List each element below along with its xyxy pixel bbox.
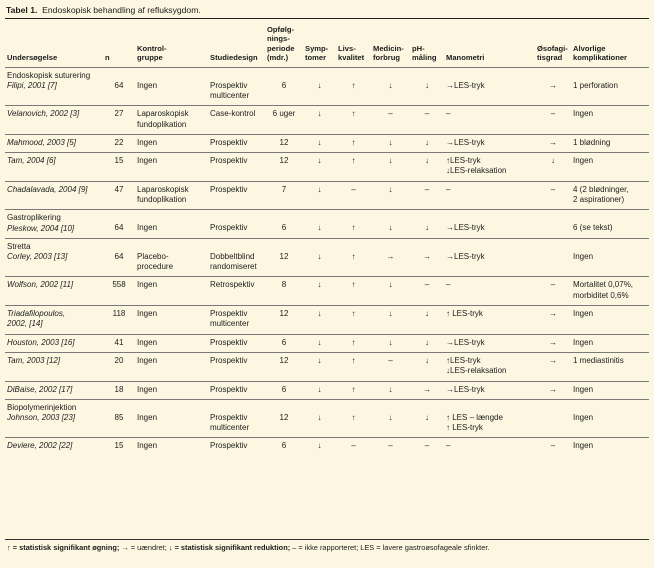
- cell-oesofagitisgrad: →: [535, 334, 571, 352]
- cell-manometri: –: [444, 438, 535, 456]
- cell-manometri: ↑LES-tryk ↓LES-relaksation: [444, 153, 535, 182]
- cell-n: 85: [103, 399, 135, 438]
- cell-manometri: →LES-tryk: [444, 134, 535, 152]
- cell-studiedesign: Prospektiv: [208, 438, 265, 456]
- cell-n: 15: [103, 438, 135, 456]
- header-kontrolgruppe: Kontrol- gruppe: [137, 43, 167, 63]
- cell-studiedesign: Dobbeltblind randomiseret: [208, 238, 265, 277]
- cell-livskvalitet: ↑: [336, 399, 371, 438]
- cell-opfoelgning: 6: [265, 210, 303, 239]
- cell-undersoegelse: [5, 381, 103, 399]
- header-n: n: [105, 53, 110, 63]
- cell-studiedesign: Prospektiv multicenter: [208, 67, 265, 106]
- study-reference: Corley, 2003 [13]: [7, 252, 68, 262]
- cell-studiedesign: Prospektiv: [208, 153, 265, 182]
- cell-medicinforbrug: ↓: [371, 334, 410, 352]
- table-row: [5, 352, 649, 381]
- study-reference: Tam, 2004 [6]: [7, 156, 56, 166]
- table-row: [5, 306, 649, 335]
- cell-oesofagitisgrad: [535, 210, 571, 239]
- cell-ph-maaling: –: [410, 181, 444, 210]
- cell-oesofagitisgrad: [535, 399, 571, 438]
- study-reference: Triadafilopoulos, 2002, [14]: [7, 309, 66, 329]
- cell-livskvalitet: ↑: [336, 277, 371, 306]
- cell-kontrolgruppe: Placebo- procedure: [135, 238, 208, 277]
- header-komplikationer: Alvorlige komplikationer: [573, 43, 628, 63]
- cell-komplikationer: 1 blødning: [571, 134, 649, 152]
- cell-oesofagitisgrad: [535, 238, 571, 277]
- results-table: [5, 25, 649, 456]
- cell-opfoelgning: 6: [265, 334, 303, 352]
- study-reference: Mahmood, 2003 [5]: [7, 137, 76, 147]
- cell-opfoelgning: 6 uger: [265, 106, 303, 135]
- cell-n: 41: [103, 334, 135, 352]
- cell-kontrolgruppe: Ingen: [135, 67, 208, 106]
- cell-komplikationer: Ingen: [571, 306, 649, 335]
- cell-undersoegelse: [5, 67, 103, 106]
- cell-kontrolgruppe: Ingen: [135, 381, 208, 399]
- cell-medicinforbrug: ↓: [371, 153, 410, 182]
- cell-kontrolgruppe: Ingen: [135, 399, 208, 438]
- cell-symptomer: ↓: [303, 67, 336, 106]
- study-reference: Johnson, 2003 [23]: [7, 413, 76, 423]
- cell-opfoelgning: 12: [265, 134, 303, 152]
- cell-manometri: –: [444, 106, 535, 135]
- table-row: [5, 381, 649, 399]
- cell-kontrolgruppe: Ingen: [135, 438, 208, 456]
- table-row: [5, 153, 649, 182]
- header-medicinforbrug: Medicin- forbrug: [373, 43, 404, 63]
- cell-manometri: ↑LES-tryk ↓LES-relaksation: [444, 352, 535, 381]
- cell-livskvalitet: ↑: [336, 210, 371, 239]
- cell-livskvalitet: –: [336, 181, 371, 210]
- cell-opfoelgning: 12: [265, 399, 303, 438]
- cell-manometri: →LES-tryk: [444, 67, 535, 106]
- cell-medicinforbrug: ↓: [371, 210, 410, 239]
- legend: [7, 543, 489, 552]
- cell-manometri: ↑ LES-tryk: [444, 306, 535, 335]
- cell-medicinforbrug: ↓: [371, 134, 410, 152]
- cell-oesofagitisgrad: →: [535, 67, 571, 106]
- table-row: [5, 334, 649, 352]
- table-row: [5, 181, 649, 210]
- cell-ph-maaling: –: [410, 106, 444, 135]
- table-row: [5, 238, 649, 277]
- cell-undersoegelse: [5, 352, 103, 381]
- study-reference: Wolfson, 2002 [11]: [7, 280, 74, 290]
- cell-symptomer: ↓: [303, 399, 336, 438]
- cell-opfoelgning: 12: [265, 238, 303, 277]
- study-reference: Tam, 2003 [12]: [7, 355, 61, 365]
- study-reference: Chadalavada, 2004 [9]: [7, 184, 88, 194]
- cell-ph-maaling: –: [410, 438, 444, 456]
- cell-n: 47: [103, 181, 135, 210]
- cell-livskvalitet: –: [336, 438, 371, 456]
- cell-komplikationer: Ingen: [571, 153, 649, 182]
- cell-komplikationer: Ingen: [571, 438, 649, 456]
- cell-symptomer: ↓: [303, 153, 336, 182]
- cell-n: 558: [103, 277, 135, 306]
- group-label: Endoskopisk suturering: [7, 70, 91, 80]
- cell-livskvalitet: ↑: [336, 153, 371, 182]
- cell-undersoegelse: [5, 153, 103, 182]
- legend-increase: ↑ = statistisk signifikant øgning;: [7, 543, 120, 552]
- cell-undersoegelse: [5, 306, 103, 335]
- cell-kontrolgruppe: Laparoskopisk fundoplikation: [135, 181, 208, 210]
- cell-undersoegelse: [5, 438, 103, 456]
- cell-kontrolgruppe: Ingen: [135, 306, 208, 335]
- cell-opfoelgning: 7: [265, 181, 303, 210]
- cell-symptomer: ↓: [303, 381, 336, 399]
- cell-n: 15: [103, 153, 135, 182]
- cell-n: 64: [103, 238, 135, 277]
- table-title: [6, 5, 201, 15]
- cell-livskvalitet: ↑: [336, 334, 371, 352]
- cell-symptomer: ↓: [303, 352, 336, 381]
- cell-oesofagitisgrad: –: [535, 438, 571, 456]
- study-reference: Deviere, 2002 [22]: [7, 441, 73, 451]
- cell-ph-maaling: ↓: [410, 399, 444, 438]
- cell-livskvalitet: ↑: [336, 106, 371, 135]
- cell-kontrolgruppe: Ingen: [135, 352, 208, 381]
- header-opfoelgning: Opfølg- nings- periode (mdr.): [267, 25, 295, 63]
- cell-studiedesign: Prospektiv: [208, 352, 265, 381]
- cell-komplikationer: Ingen: [571, 399, 649, 438]
- top-rule: [5, 18, 649, 19]
- cell-medicinforbrug: ↓: [371, 67, 410, 106]
- cell-manometri: →LES-tryk: [444, 381, 535, 399]
- cell-kontrolgruppe: Ingen: [135, 334, 208, 352]
- cell-opfoelgning: 8: [265, 277, 303, 306]
- header-studiedesign: Studiedesign: [210, 53, 258, 63]
- cell-undersoegelse: [5, 399, 103, 438]
- cell-ph-maaling: ↓: [410, 67, 444, 106]
- cell-undersoegelse: [5, 134, 103, 152]
- cell-komplikationer: 6 (se tekst): [571, 210, 649, 239]
- cell-undersoegelse: [5, 334, 103, 352]
- header-undersoegelse: Undersøgelse: [7, 53, 58, 63]
- cell-kontrolgruppe: Ingen: [135, 134, 208, 152]
- cell-komplikationer: Ingen: [571, 238, 649, 277]
- cell-n: 64: [103, 67, 135, 106]
- cell-komplikationer: Ingen: [571, 381, 649, 399]
- cell-symptomer: ↓: [303, 277, 336, 306]
- cell-studiedesign: Prospektiv: [208, 181, 265, 210]
- cell-n: 27: [103, 106, 135, 135]
- cell-komplikationer: 1 perforation: [571, 67, 649, 106]
- cell-ph-maaling: ↓: [410, 306, 444, 335]
- cell-livskvalitet: ↑: [336, 134, 371, 152]
- cell-livskvalitet: ↑: [336, 238, 371, 277]
- cell-opfoelgning: 6: [265, 67, 303, 106]
- cell-undersoegelse: [5, 210, 103, 239]
- cell-undersoegelse: [5, 277, 103, 306]
- cell-studiedesign: Prospektiv: [208, 381, 265, 399]
- cell-manometri: –: [444, 277, 535, 306]
- cell-kontrolgruppe: Ingen: [135, 153, 208, 182]
- cell-oesofagitisgrad: ↓: [535, 153, 571, 182]
- cell-n: 64: [103, 210, 135, 239]
- cell-oesofagitisgrad: –: [535, 181, 571, 210]
- header-oesofagitisgrad: Øsofagi- tisgrad: [537, 43, 568, 63]
- cell-livskvalitet: ↑: [336, 381, 371, 399]
- cell-symptomer: ↓: [303, 438, 336, 456]
- legend-unchanged: → = uændret;: [119, 543, 167, 552]
- cell-n: 18: [103, 381, 135, 399]
- cell-opfoelgning: 12: [265, 352, 303, 381]
- cell-symptomer: ↓: [303, 106, 336, 135]
- legend-decrease: ↓ = statistisk signifikant reduktion;: [166, 543, 291, 552]
- cell-medicinforbrug: →: [371, 238, 410, 277]
- study-reference: Houston, 2003 [16]: [7, 337, 75, 347]
- cell-studiedesign: Prospektiv: [208, 134, 265, 152]
- header-ph-maaling: pH- måling: [412, 43, 437, 63]
- header-manometri: Manometri: [446, 53, 485, 63]
- cell-oesofagitisgrad: –: [535, 106, 571, 135]
- cell-manometri: –: [444, 181, 535, 210]
- table-row: [5, 438, 649, 456]
- cell-medicinforbrug: ↓: [371, 306, 410, 335]
- cell-studiedesign: Prospektiv multicenter: [208, 399, 265, 438]
- table-number: Tabel 1.: [6, 5, 38, 15]
- cell-ph-maaling: ↓: [410, 334, 444, 352]
- cell-symptomer: ↓: [303, 334, 336, 352]
- study-reference: Filipi, 2001 [7]: [7, 80, 57, 90]
- study-reference: Velanovich, 2002 [3]: [7, 109, 80, 119]
- cell-medicinforbrug: ↓: [371, 399, 410, 438]
- cell-komplikationer: 1 mediastinitis: [571, 352, 649, 381]
- cell-ph-maaling: ↓: [410, 134, 444, 152]
- cell-medicinforbrug: ↓: [371, 277, 410, 306]
- header-row: [5, 25, 649, 67]
- cell-komplikationer: 4 (2 blødninger, 2 aspirationer): [571, 181, 649, 210]
- table-row: [5, 67, 649, 106]
- cell-manometri: →LES-tryk: [444, 334, 535, 352]
- cell-oesofagitisgrad: →: [535, 306, 571, 335]
- study-reference: DiBaise, 2002 [17]: [7, 384, 73, 394]
- cell-ph-maaling: –: [410, 277, 444, 306]
- cell-n: 118: [103, 306, 135, 335]
- cell-symptomer: ↓: [303, 238, 336, 277]
- cell-kontrolgruppe: Ingen: [135, 210, 208, 239]
- cell-medicinforbrug: ↓: [371, 381, 410, 399]
- cell-studiedesign: Case-kontrol: [208, 106, 265, 135]
- cell-livskvalitet: ↑: [336, 352, 371, 381]
- cell-opfoelgning: 6: [265, 381, 303, 399]
- cell-kontrolgruppe: Laparoskopisk fundoplikation: [135, 106, 208, 135]
- table-caption: Endoskopisk behandling af refluksygdom.: [42, 5, 201, 15]
- cell-medicinforbrug: –: [371, 352, 410, 381]
- cell-symptomer: ↓: [303, 181, 336, 210]
- header-symptomer: Symp- tomer: [305, 43, 329, 63]
- cell-studiedesign: Prospektiv: [208, 334, 265, 352]
- cell-livskvalitet: ↑: [336, 306, 371, 335]
- cell-symptomer: ↓: [303, 210, 336, 239]
- cell-symptomer: ↓: [303, 134, 336, 152]
- cell-undersoegelse: [5, 238, 103, 277]
- cell-livskvalitet: ↑: [336, 67, 371, 106]
- group-label: Stretta: [7, 241, 31, 251]
- cell-oesofagitisgrad: →: [535, 381, 571, 399]
- cell-manometri: →LES-tryk: [444, 210, 535, 239]
- table-row: [5, 134, 649, 152]
- cell-oesofagitisgrad: –: [535, 277, 571, 306]
- cell-undersoegelse: [5, 106, 103, 135]
- cell-studiedesign: Retrospektiv: [208, 277, 265, 306]
- cell-n: 22: [103, 134, 135, 152]
- table-row: [5, 210, 649, 239]
- cell-studiedesign: Prospektiv multicenter: [208, 306, 265, 335]
- legend-notreported: – = ikke rapporteret; LES = lavere gastroøsofageale sfinkter.: [290, 543, 490, 552]
- bottom-rule: [5, 539, 649, 540]
- cell-studiedesign: Prospektiv: [208, 210, 265, 239]
- group-label: Biopolymerinjektion: [7, 402, 77, 412]
- cell-medicinforbrug: ↓: [371, 181, 410, 210]
- cell-kontrolgruppe: Ingen: [135, 277, 208, 306]
- cell-komplikationer: Ingen: [571, 334, 649, 352]
- cell-oesofagitisgrad: →: [535, 134, 571, 152]
- cell-manometri: →LES-tryk: [444, 238, 535, 277]
- cell-medicinforbrug: –: [371, 106, 410, 135]
- cell-manometri: ↑ LES – længde ↑ LES-tryk: [444, 399, 535, 438]
- cell-komplikationer: Ingen: [571, 106, 649, 135]
- cell-komplikationer: Mortalitet 0,07%, morbiditet 0,6%: [571, 277, 649, 306]
- table-row: [5, 399, 649, 438]
- cell-oesofagitisgrad: →: [535, 352, 571, 381]
- cell-opfoelgning: 6: [265, 438, 303, 456]
- header-livskvalitet: Livs- kvalitet: [338, 43, 365, 63]
- cell-medicinforbrug: –: [371, 438, 410, 456]
- table-row: [5, 277, 649, 306]
- cell-opfoelgning: 12: [265, 153, 303, 182]
- group-label: Gastroplikering: [7, 213, 61, 223]
- cell-opfoelgning: 12: [265, 306, 303, 335]
- cell-symptomer: ↓: [303, 306, 336, 335]
- cell-ph-maaling: ↓: [410, 210, 444, 239]
- cell-n: 20: [103, 352, 135, 381]
- table-row: [5, 106, 649, 135]
- study-reference: Pleskow, 2004 [10]: [7, 223, 75, 233]
- cell-ph-maaling: →: [410, 238, 444, 277]
- cell-undersoegelse: [5, 181, 103, 210]
- cell-ph-maaling: ↓: [410, 352, 444, 381]
- cell-ph-maaling: ↓: [410, 153, 444, 182]
- cell-ph-maaling: →: [410, 381, 444, 399]
